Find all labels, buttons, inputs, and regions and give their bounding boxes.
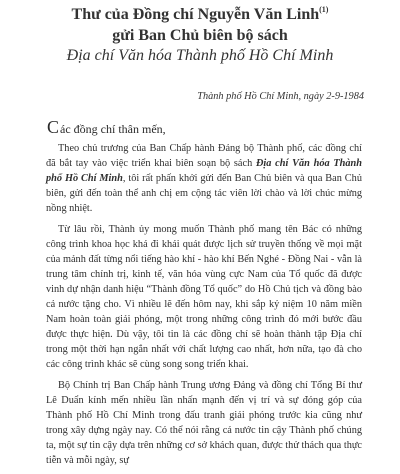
- dropcap-letter: C: [47, 117, 60, 137]
- paragraph-3: Bộ Chính trị Ban Chấp hành Trung ương Đảng và đồng chí Tổng Bí thư Lê Duẩn kính mến nhiều lần nhấn mạnh đến vị trí và sự đóng góp của Thành phố Hồ Chí Minh trong đấu tranh giải phóng trước kia cũng như trong xây dựng ngày nay. Có thể nói rằng cả nước tin cậy Thành phố chúng ta, một sự tin cậy dựa trên những cơ sở khách quan, được thử thách qua thực tiễn và mỗi ngày, sự: [46, 380, 362, 466]
- letter-body: [46, 141, 362, 474]
- book-title-emphasis: Địa chí Văn hóa Thành phố Hồ Chí Minh: [46, 158, 362, 184]
- book-title-line: Địa chí Văn hóa Thành phố Hồ Chí Minh: [66, 47, 334, 64]
- dateline: Thành phố Hồ Chí Minh, ngày 2-9-1984: [197, 91, 364, 102]
- greeting-text: ác đồng chí thân mến,: [60, 122, 166, 136]
- paragraph-1: [46, 141, 362, 216]
- letter-title-line-1: [0, 6, 400, 24]
- greeting: [47, 118, 166, 137]
- paragraph-1-text-before: Theo chủ trương của Ban Chấp hành Đảng bộ Thành phố, các đồng chí đã bắt tay vào việc triển khai biên soạn bộ sách: [46, 143, 362, 169]
- title-text: Thư của Đồng chí Nguyễn Văn Linh: [71, 6, 320, 23]
- paragraph-2: Từ lâu rồi, Thành ủy mong muốn Thành phố mang tên Bác có những công trình khoa học khá đi khái quát được lịch sử truyền thống về mọi mặt của mảnh đất từng nổi tiếng hào khí - hào khí Bến Nghé - Đồng Nai - vẫn là trung tâm chính trị, kinh tế, văn hóa vùng cực Nam của Tổ quốc đã được vinh dự nhận danh hiệu “Thành đồng Tổ quốc” do Hồ Chủ tịch và đồng bào cả nước tặng cho. Vì nhiều lẽ đến hôm nay, khi sắp kỷ niệm 10 năm miền Nam hoàn toàn giải phóng, một trong những công trình đó mới bước đầu được thực hiện. Dù vậy, tôi tin là các đồng chí sẽ hoàn thành tập Địa chí trong một thời hạn ngắn nhất với chất lượng cao nhất, hơn nữa, tạo đà cho các công trình khác sẽ cùng song song triển khai.: [46, 224, 362, 370]
- paragraph-1-text-after: , tôi rất phấn khởi gửi đến Ban Chủ biên và qua Ban Chủ biên, gửi đến toàn thể anh chị em cộng tác viên lời chào và lời chúc mừng nồng nhiệt.: [46, 173, 362, 214]
- letter-title-line-2: gửi Ban Chủ biên bộ sách: [112, 27, 288, 44]
- footnote-marker: (1): [319, 5, 329, 14]
